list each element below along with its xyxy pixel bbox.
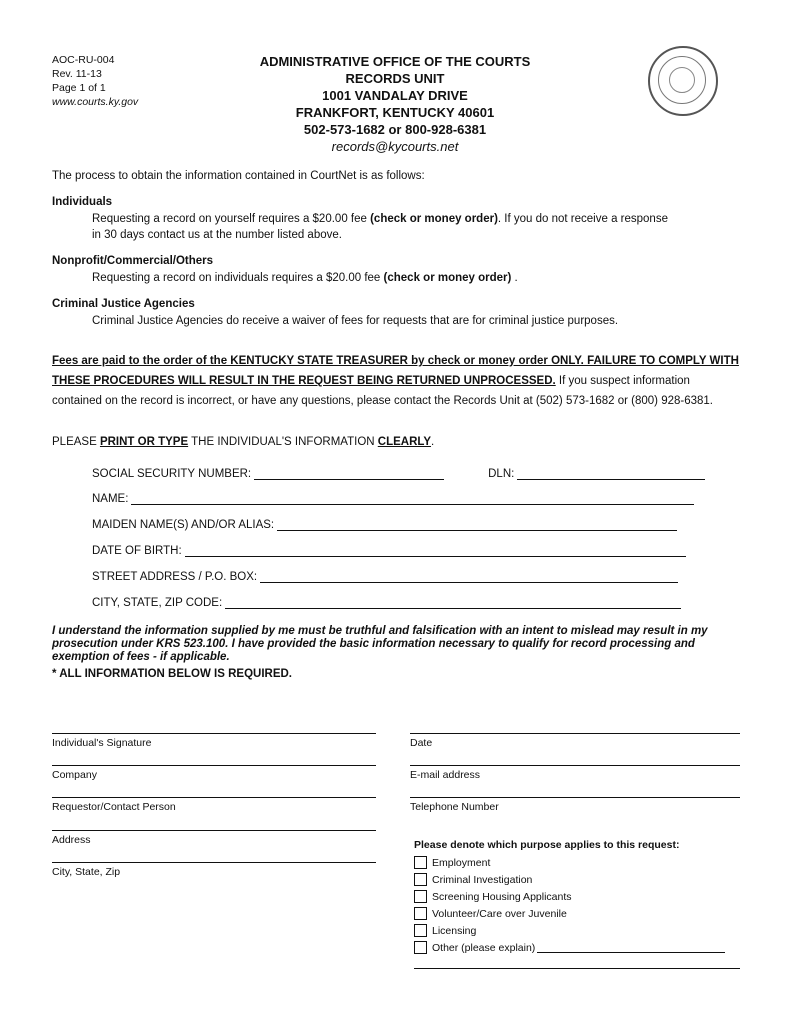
form-revision: Rev. 11-13 xyxy=(52,68,102,80)
dln-label: DLN: xyxy=(488,468,515,480)
street-address-label: STREET ADDRESS / P.O. BOX: xyxy=(92,571,258,583)
purpose-licensing-label: Licensing xyxy=(432,924,477,937)
court-seal-icon xyxy=(648,46,718,116)
office-header xyxy=(200,53,590,155)
contact-email[interactable]: records@kycourts.net xyxy=(331,139,459,154)
individuals-fee-text: Requesting a record on yourself requires a $20.00 fee xyxy=(92,213,371,225)
dln-input-line[interactable] xyxy=(517,466,705,480)
street-address-field[interactable] xyxy=(92,569,678,583)
email-line[interactable]: E-mail address xyxy=(410,765,740,781)
name-input-line[interactable] xyxy=(131,491,694,505)
dob-label: DATE OF BIRTH: xyxy=(92,545,182,557)
cja-heading: Criminal Justice Agencies xyxy=(52,298,195,310)
purpose-screening-housing-label: Screening Housing Applicants xyxy=(432,890,572,903)
individuals-contact-text: in 30 days contact us at the number listed above. xyxy=(92,229,342,241)
phone-numbers: 502-573-1682 or 800-928-6381 xyxy=(303,122,487,137)
nonprofit-payment-method: (check or money order) xyxy=(383,272,512,284)
individuals-text xyxy=(52,211,782,243)
fee-warning-contact: If you suspect information contained on the record is incorrect, or have any questions, please contact the Records Unit at (502) 573-1682 or (800) 928-6381. xyxy=(52,375,714,407)
form-id: AOC-RU-004 xyxy=(52,54,115,66)
other-explain-line-2[interactable] xyxy=(414,968,740,969)
purpose-volunteer-juvenile-label: Volunteer/Care over Juvenile xyxy=(432,907,567,920)
individuals-heading: Individuals xyxy=(52,196,113,208)
checkbox-icon[interactable] xyxy=(414,924,427,937)
address-line[interactable]: Address xyxy=(52,830,376,846)
individuals-response-text: . If you do not receive a response xyxy=(497,213,668,225)
maiden-name-input-line[interactable] xyxy=(277,517,677,531)
purpose-title: Please denote which purpose applies to this request: xyxy=(414,839,680,851)
purpose-other[interactable] xyxy=(414,941,725,954)
purpose-employment-label: Employment xyxy=(432,856,491,869)
required-note: * ALL INFORMATION BELOW IS REQUIRED. xyxy=(52,668,293,680)
legal-statement: I understand the information supplied by me must be truthful and falsification with an intent to mislead may result in my prosecution under KRS 523.100. I have provided the basic information necessary to qualify for record processing and exemption of fees - if applicable. xyxy=(52,625,708,663)
purpose-criminal-investigation[interactable] xyxy=(414,873,532,886)
city-state-zip-label: CITY, STATE, ZIP CODE: xyxy=(92,597,223,609)
purpose-other-label: Other (please explain) xyxy=(432,941,536,954)
street-address-input-line[interactable] xyxy=(260,569,678,583)
dob-field[interactable] xyxy=(92,543,686,557)
individuals-payment-method: (check or money order) xyxy=(370,213,498,225)
checkbox-icon[interactable] xyxy=(414,890,427,903)
ssn-label: SOCIAL SECURITY NUMBER: xyxy=(92,468,252,480)
intro-text: The process to obtain the information contained in CourtNet is as follows: xyxy=(52,170,425,182)
instruction-part-c: THE INDIVIDUAL'S INFORMATION xyxy=(188,436,378,448)
instruction-period: . xyxy=(431,436,435,448)
fee-warning-bold: Fees are paid to the order of the KENTUCKY STATE TREASURER by check or money order ONLY. FAILURE TO COMPLY WITH THESE PROCEDURES WILL RESULT IN THE REQUEST BEING RETURNED UNPROCESSED. xyxy=(52,355,739,387)
telephone-line[interactable]: Telephone Number xyxy=(410,797,740,813)
nonprofit-text xyxy=(52,270,518,286)
fee-warning xyxy=(52,351,742,411)
ssn-input-line[interactable] xyxy=(254,466,444,480)
purpose-employment[interactable] xyxy=(414,856,490,869)
instruction-part-a: PLEASE xyxy=(52,436,100,448)
cja-text: Criminal Justice Agencies do receive a waiver of fees for requests that are for criminal justice purposes. xyxy=(92,315,619,327)
office-name: ADMINISTRATIVE OFFICE OF THE COURTS xyxy=(259,54,531,69)
requestor-line[interactable]: Requestor/Contact Person xyxy=(52,797,376,813)
city-address: FRANKFORT, KENTUCKY 40601 xyxy=(295,105,495,120)
print-instruction xyxy=(52,434,434,450)
nonprofit-fee-text: Requesting a record on individuals requires a $20.00 fee xyxy=(92,272,384,284)
maiden-name-field[interactable] xyxy=(92,517,677,531)
instruction-clearly: CLEARLY xyxy=(377,436,432,448)
name-label: NAME: xyxy=(92,493,129,505)
instruction-print-or-type: PRINT OR TYPE xyxy=(99,436,189,448)
dob-input-line[interactable] xyxy=(185,543,686,557)
name-field[interactable] xyxy=(92,491,694,505)
other-explain-line[interactable] xyxy=(537,942,725,953)
city-state-zip-line[interactable]: City, State, Zip xyxy=(52,862,376,878)
page-number: Page 1 of 1 xyxy=(52,82,106,94)
purpose-screening-housing[interactable] xyxy=(414,890,572,903)
form-meta xyxy=(52,53,138,109)
checkbox-icon[interactable] xyxy=(414,873,427,886)
website-url[interactable]: www.courts.ky.gov xyxy=(52,96,139,108)
unit-name: RECORDS UNIT xyxy=(345,71,445,86)
seal-core xyxy=(669,67,695,93)
ssn-field[interactable] xyxy=(92,466,705,480)
purpose-volunteer-juvenile[interactable] xyxy=(414,907,567,920)
purpose-criminal-investigation-label: Criminal Investigation xyxy=(432,873,533,886)
date-line[interactable]: Date xyxy=(410,733,740,749)
company-line[interactable]: Company xyxy=(52,765,376,781)
maiden-name-label: MAIDEN NAME(S) AND/OR ALIAS: xyxy=(92,519,275,531)
checkbox-icon[interactable] xyxy=(414,856,427,869)
checkbox-icon[interactable] xyxy=(414,907,427,920)
city-state-zip-input-line[interactable] xyxy=(225,595,681,609)
city-state-zip-field[interactable] xyxy=(92,595,681,609)
nonprofit-end-text: . xyxy=(511,272,518,284)
checkbox-icon[interactable] xyxy=(414,941,427,954)
signature-line[interactable]: Individual's Signature xyxy=(52,733,376,749)
nonprofit-heading: Nonprofit/Commercial/Others xyxy=(52,255,214,267)
purpose-licensing[interactable] xyxy=(414,924,476,937)
street-address: 1001 VANDALAY DRIVE xyxy=(322,88,468,103)
